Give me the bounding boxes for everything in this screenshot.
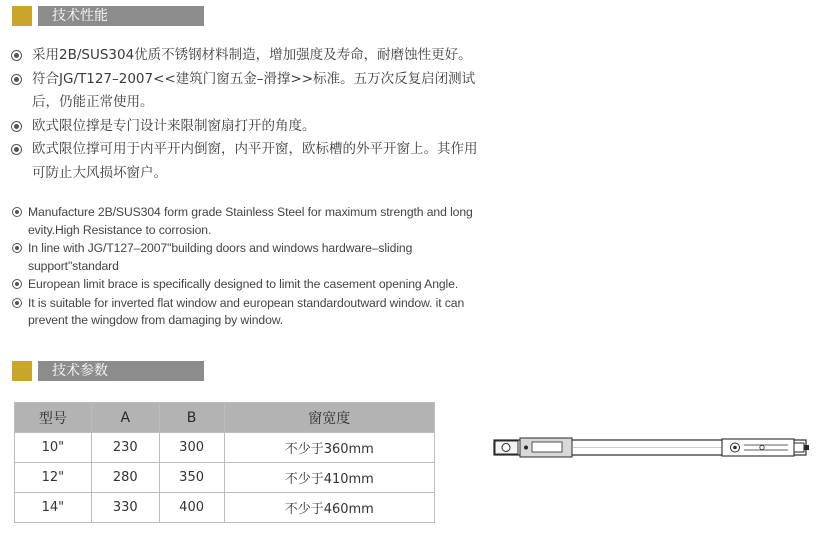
brace-rivet: [502, 444, 510, 452]
brace-pivot-core: [733, 446, 737, 450]
table-row: [15, 493, 435, 523]
column-header-a: A: [91, 403, 159, 433]
limit-brace-illustration: [492, 434, 812, 464]
table-row: [15, 463, 435, 493]
cell-model: 14": [15, 493, 92, 523]
spec-table: [14, 402, 435, 523]
feature-text: Manufacture 2B/SUS304 form grade Stainless Steel for maximum strength and long evity.High Resistance to corrosion.: [28, 205, 473, 237]
brace-end-knob: [804, 445, 809, 450]
section-accent-block: [12, 361, 32, 381]
cell-b: 300: [159, 433, 224, 463]
column-header-b: B: [159, 403, 224, 433]
bullet-icon: [12, 279, 22, 289]
cell-window-width: 不少于460mm: [224, 493, 434, 523]
list-item: [10, 240, 480, 275]
section-header-params: [12, 361, 194, 381]
feature-text: In line with JG/T127–2007"building doors and windows hardware–sliding support"standard: [28, 241, 413, 273]
features-cn-list: [10, 44, 480, 185]
feature-text: It is suitable for inverted flat window and european standardoutward window. it can prevent the wingdow from damaging by window.: [28, 295, 465, 327]
brace-pin: [524, 446, 528, 450]
bullet-icon: [12, 298, 22, 308]
list-item: [10, 115, 480, 139]
features-en-list: [10, 204, 480, 330]
brace-screw: [760, 445, 764, 449]
section-accent-block: [12, 6, 32, 26]
cell-model: 12": [15, 463, 92, 493]
list-item: [10, 276, 480, 294]
feature-text: European limit brace is specifically designed to limit the casement opening Angle.: [28, 277, 459, 291]
cell-a: 280: [91, 463, 159, 493]
column-header-window-width: 窗宽度: [224, 403, 434, 433]
section-title: 技术参数: [38, 361, 204, 381]
cell-b: 400: [159, 493, 224, 523]
cell-a: 230: [91, 433, 159, 463]
cell-window-width: 不少于410mm: [224, 463, 434, 493]
brace-slot: [532, 442, 562, 452]
table-row: [15, 433, 435, 463]
column-header-model: 型号: [15, 403, 92, 433]
feature-text: 采用2B/SUS304优质不锈钢材料制造，增加强度及寿命，耐磨蚀性更好。: [32, 47, 472, 63]
feature-text: 欧式限位撑可用于内平开内倒窗，内平开窗，欧标槽的外平开窗上。其作用可防止大风损坏窗户。: [32, 141, 478, 181]
bullet-icon: [11, 74, 22, 85]
list-item: [10, 44, 480, 68]
cell-model: 10": [15, 433, 92, 463]
list-item: [10, 295, 480, 330]
cell-window-width: 不少于360mm: [224, 433, 434, 463]
brace-end-stop: [794, 443, 804, 452]
feature-text: 符合JG/T127–2007<<建筑门窗五金–滑撑>>标准。五万次反复启闭测试后，仍能正常使用。: [32, 70, 476, 110]
bullet-icon: [11, 121, 22, 132]
section-header-performance: [12, 6, 194, 26]
feature-text: 欧式限位撑是专门设计来限制窗扇打开的角度。: [32, 117, 316, 134]
list-item: [10, 68, 480, 115]
bullet-icon: [12, 243, 22, 253]
bullet-icon: [12, 207, 22, 217]
list-item: [10, 138, 480, 185]
bullet-icon: [11, 144, 22, 155]
bullet-icon: [11, 50, 22, 61]
table-header-row: [15, 403, 435, 433]
cell-b: 350: [159, 463, 224, 493]
list-item: [10, 204, 480, 239]
section-title: 技术性能: [38, 6, 204, 26]
cell-a: 330: [91, 493, 159, 523]
